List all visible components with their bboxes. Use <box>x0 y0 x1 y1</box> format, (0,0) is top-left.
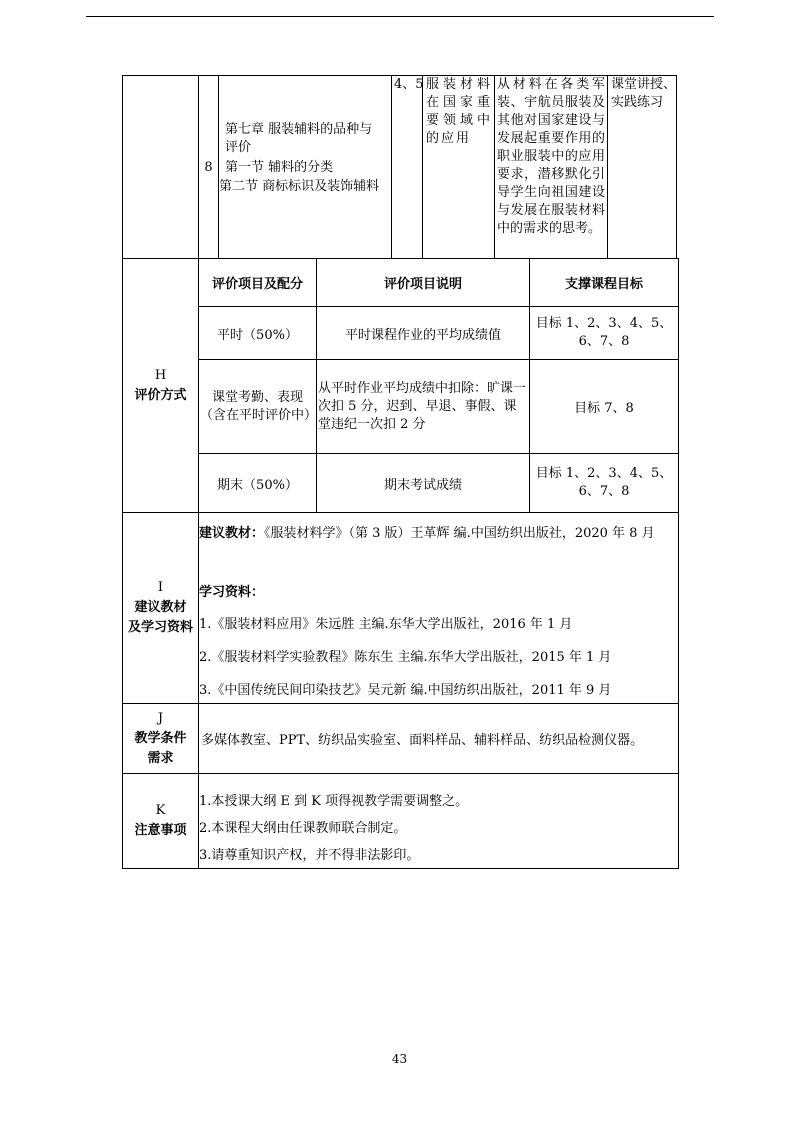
eval-row-3-item-text: 期末（50%） <box>217 477 298 493</box>
chapter-blank-cell <box>391 75 423 259</box>
notes-letter: K <box>155 803 166 818</box>
week-number <box>198 75 219 259</box>
notes-label-cell <box>122 773 199 869</box>
chapter-title: 第七章 服装辅料的品种与评价 <box>225 122 373 155</box>
notes-title: 注意事项 <box>134 823 187 838</box>
conditions-text: 多媒体教室、PPT、纺织品实验室、面料样品、辅料样品、纺织品检测仪器。 <box>201 733 644 748</box>
eval-row-3-target-text: 目标 1、2、3、4、5、6、7、8 <box>535 466 673 499</box>
note-item-3: 3.请尊重知识产权，并不得非法影印。 <box>199 848 420 863</box>
eval-row-2-target-text: 目标 7、8 <box>574 401 634 416</box>
eval-header-item <box>198 258 317 307</box>
eval-row-2-desc-text: 从平时作业平均成绩中扣除：旷课一次扣 5 分，迟到、早退、事假、课堂违纪一次扣 2 分 <box>318 380 527 432</box>
textbook-text: 《服装材料学》（第 3 版）王革辉 编.中国纺织出版社，2020 年 8 月 <box>264 526 655 541</box>
notes-content-cell <box>198 773 679 869</box>
eval-row-1-item-text: 平时（50%） <box>217 327 298 343</box>
eval-header-desc <box>316 258 530 307</box>
eval-row-1-desc <box>316 306 530 360</box>
week-number-text: 8 <box>204 159 213 175</box>
textbook-line <box>199 523 677 545</box>
eval-row-2-desc <box>316 359 530 454</box>
eval-header-target-text: 支撑课程目标 <box>564 277 643 292</box>
chapter-row-left-blank <box>122 75 199 259</box>
textbook-label: 建议教材： <box>199 526 265 541</box>
materials-title-1: 建议教材 <box>134 600 187 615</box>
eval-row-2-target <box>529 359 679 454</box>
method-cell <box>607 75 677 259</box>
materials-label-cell <box>122 512 199 704</box>
note-item-2: 2.本课程大纲由任课教师联合制定。 <box>199 821 407 836</box>
conditions-label-cell <box>122 703 199 774</box>
conditions-content-cell <box>198 703 679 774</box>
refs-label: 学习资料： <box>199 585 265 600</box>
ideology-detail-cell <box>494 75 608 259</box>
materials-content-cell <box>198 512 679 704</box>
ideology-point-cell <box>422 75 495 259</box>
eval-row-2-item-text: 课堂考勤、表现（含在平时评价中） <box>200 389 318 423</box>
conditions-title-2: 需求 <box>147 750 174 766</box>
conditions-letter: J <box>157 710 164 726</box>
ref-item-3: 3.《中国传统民间印染技艺》吴元新 编.中国纺织出版社，2011 年 9 月 <box>199 683 612 698</box>
evaluation-label-cell <box>122 258 199 513</box>
note-item-1: 1.本授课大纲 E 到 K 项得视教学需要调整之。 <box>199 794 469 809</box>
eval-header-target <box>529 258 679 307</box>
materials-title-2: 及学习资料 <box>127 620 193 635</box>
eval-row-1-target <box>529 306 679 360</box>
page-number: 43 <box>391 1052 408 1066</box>
eval-row-1-item <box>198 306 317 360</box>
ref-item-2: 2.《服装材料学实验教程》陈东生 主编.东华大学出版社，2015 年 1 月 <box>199 650 612 665</box>
eval-row-3-desc-text: 期末考试成绩 <box>383 477 462 493</box>
method: 课堂讲授、实践练习 <box>611 77 677 110</box>
chapter-content-cell <box>218 75 392 259</box>
eval-row-3-desc <box>316 453 530 513</box>
ref-item-1: 1.《服装材料应用》朱远胜 主编.东华大学出版社，2016 年 1 月 <box>199 617 573 632</box>
conditions-title-1: 教学条件 <box>134 730 187 746</box>
ideology-detail: 从材料在各类军装、宇航员服装及其他对国家建设与发展起重要作用的职业服装中的应用要求，潜移默化引导学生向祖国建设与发展在服装材料中的需求的思考。 <box>497 77 605 236</box>
eval-header-item-text: 评价项目及配分 <box>211 277 303 292</box>
eval-row-1-target-text: 目标 1、2、3、4、5、6、7、8 <box>535 316 673 349</box>
ideology-point: 服装材料在国家重要领域中的应用 <box>426 77 492 146</box>
eval-row-3-item <box>198 453 317 513</box>
evaluation-letter: H <box>154 367 167 383</box>
section-1: 第一节 辅料的分类 <box>225 160 334 175</box>
materials-letter: I <box>157 580 164 595</box>
eval-row-1-desc-text: 平时课程作业的平均成绩值 <box>344 327 501 343</box>
eval-header-desc-text: 评价项目说明 <box>383 277 462 292</box>
evaluation-title: 评价方式 <box>134 387 187 403</box>
eval-row-2-item <box>198 359 317 454</box>
eval-row-3-target <box>529 453 679 513</box>
section-2: 第二节 商标标识及装饰辅料 <box>219 179 380 194</box>
objectives: 4、5 <box>394 77 424 92</box>
header-rule <box>86 16 714 17</box>
